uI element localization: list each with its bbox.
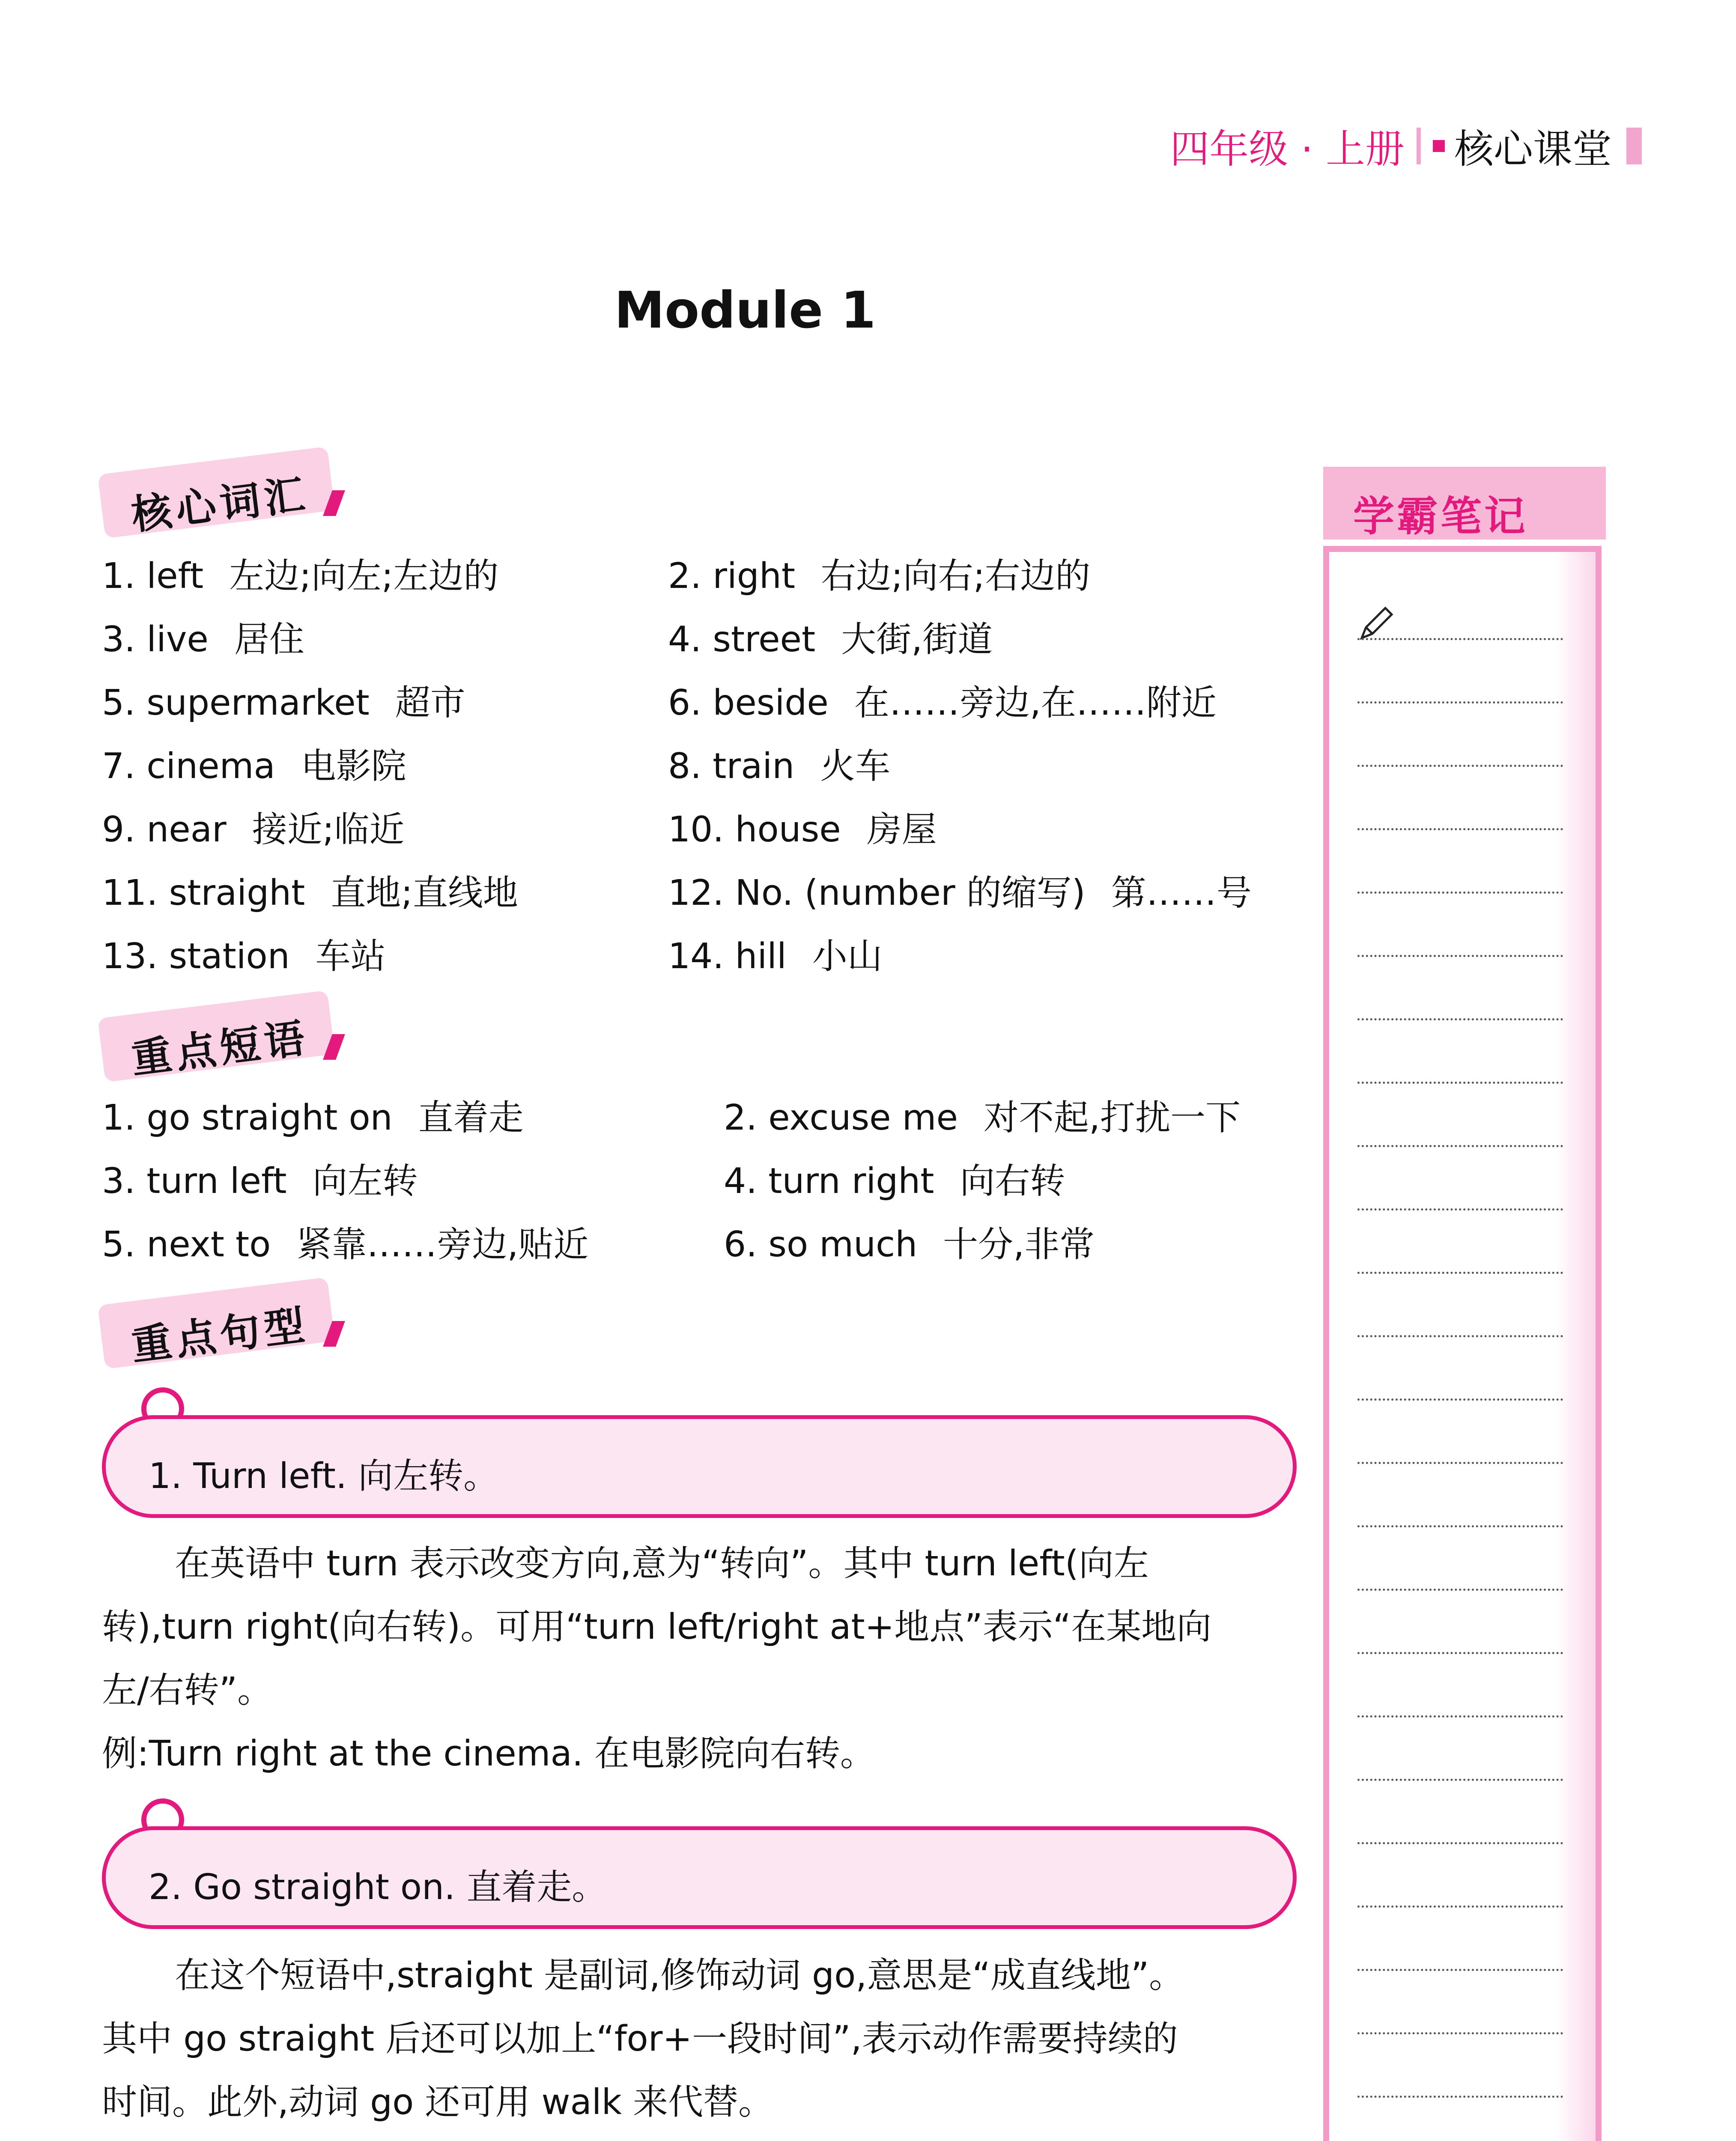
vocab-tag-label: 核心词汇 [129, 471, 312, 539]
vocab-tag [101, 460, 340, 539]
notes-frame [1323, 546, 1602, 2141]
list-item: 2. right 右边;向右;右边的 [668, 556, 1091, 596]
sentence-box-2 [102, 1826, 1297, 1929]
page-title: Module 1 [614, 280, 876, 340]
sentence-box-1 [102, 1415, 1297, 1518]
phrases-tag-label: 重点短语 [129, 1014, 312, 1083]
note-line [1357, 1652, 1563, 1654]
note-line [1357, 1145, 1563, 1147]
note-line [1357, 1715, 1563, 1718]
note-line [1357, 1589, 1563, 1591]
note-line [1357, 1525, 1563, 1527]
page-header [1170, 118, 1642, 174]
list-item: 4. street 大街,街道 [668, 619, 993, 660]
note-line [1357, 955, 1563, 957]
sentence-2-example [102, 2134, 1297, 2141]
sentence-1-title: 1. Turn left. 向左转。 [149, 1456, 499, 1497]
notes-header [1323, 467, 1606, 540]
list-item: 7. cinema 电影院 [102, 746, 406, 787]
notes-title: 学霸笔记 [1353, 492, 1528, 540]
list-item: 9. near 接近;临近 [102, 809, 405, 850]
note-line [1357, 1969, 1563, 1971]
note-line [1357, 1842, 1563, 1844]
sentences-tag [101, 1291, 340, 1370]
section-label: 核心课堂 [1454, 126, 1612, 172]
note-line [1357, 1272, 1563, 1274]
note-line [1357, 2032, 1563, 2034]
sentence-1-explanation: 在英语中 turn 表示改变方向,意为“转向”。其中 turn left(向左 转),turn right(向右转)。可用“turn left/right at+地点”表示“在某地向 左/右转”。 例:Turn right at the cinema. 在电影院向右转。 [102, 1532, 1297, 1786]
note-line [1357, 765, 1563, 767]
sentence-2-title: 2. Go straight on. 直着走。 [149, 1867, 607, 1908]
grade-label: 四年级 · 上册 [1170, 126, 1405, 172]
sentence-2-explanation: 在这个短语中,straight 是副词,修饰动词 go,意思是“成直线地”。 其中 go straight 后还可以加上“for+一段时间”,表示动作需要持续的 时间。此外,动词 go 还可用 walk 来代替。 [102, 1944, 1297, 2141]
note-line [1357, 701, 1563, 704]
sentence-1-example: 例:Turn right at the cinema. 在电影院向右转。 [102, 1733, 875, 1774]
header-square-icon [1433, 140, 1445, 152]
list-item: 12. No. (number 的缩写) 第……号 [668, 873, 1252, 913]
list-item: 4. turn right 向右转 [724, 1161, 1065, 1202]
note-line [1357, 1462, 1563, 1464]
list-item: 5. supermarket 超市 [102, 683, 465, 723]
note-line [1357, 1208, 1563, 1211]
list-item: 14. hill 小山 [668, 936, 883, 977]
note-line [1357, 2096, 1563, 2098]
note-line [1357, 1399, 1563, 1401]
note-line [1357, 1335, 1563, 1337]
list-item: 1. left 左边;向左;左边的 [102, 556, 499, 596]
note-line [1357, 828, 1563, 830]
header-bar [1626, 128, 1642, 164]
list-item: 11. straight 直地;直线地 [102, 873, 518, 913]
note-line [1357, 638, 1563, 640]
note-line [1357, 892, 1563, 894]
list-item: 6. beside 在……旁边,在……附近 [668, 683, 1217, 723]
phrases-tag [101, 1004, 340, 1083]
list-item: 10. house 房屋 [668, 809, 937, 850]
note-line [1357, 1779, 1563, 1781]
header-divider [1417, 128, 1421, 164]
list-item: 8. train 火车 [668, 746, 891, 787]
list-item: 3. live 居住 [102, 619, 304, 660]
note-line [1357, 1082, 1563, 1084]
list-item: 1. go straight on 直着走 [102, 1097, 524, 1138]
list-item: 2. excuse me 对不起,打扰一下 [724, 1097, 1241, 1138]
list-item: 5. next to 紧靠……旁边,贴近 [102, 1224, 589, 1265]
note-line [1357, 1905, 1563, 1908]
list-item: 13. station 车站 [102, 936, 386, 977]
notes-panel [1323, 467, 1606, 2141]
note-line [1357, 1018, 1563, 1020]
sentences-tag-label: 重点句型 [129, 1301, 312, 1370]
pencil-icon [1357, 604, 1396, 642]
list-item: 3. turn left 向左转 [102, 1161, 418, 1202]
list-item: 6. so much 十分,非常 [724, 1224, 1095, 1265]
